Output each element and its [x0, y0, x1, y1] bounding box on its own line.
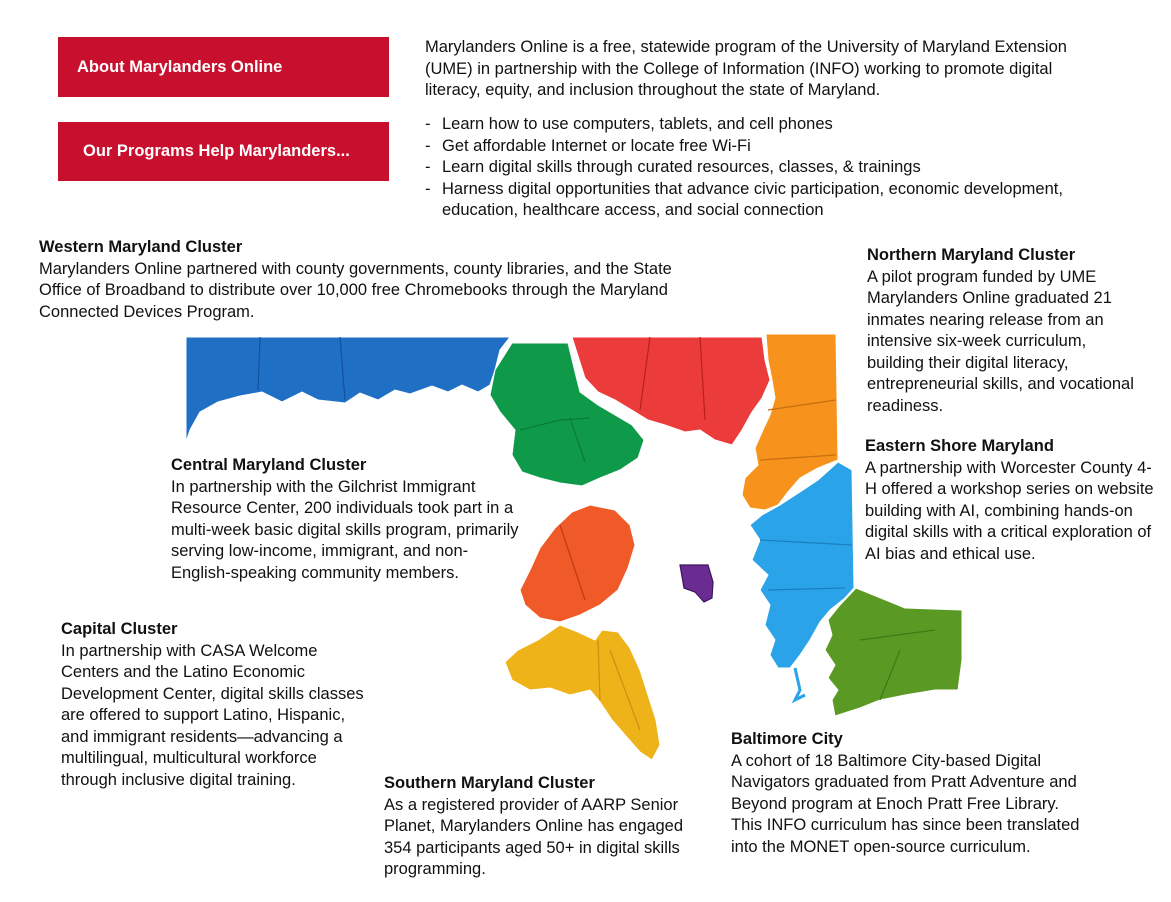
- central-cluster: [171, 455, 521, 584]
- northern-cluster: [867, 245, 1147, 417]
- cluster-title: Central Maryland Cluster: [171, 456, 367, 474]
- cluster-text: In partnership with CASA Welcome Centers and the Latino Economic Development Center, digital skills classes are offered to support Latino, Hispanic, and immigrant residents—advancing a multilingual, multicultural workforce through inclusive digital training.: [61, 641, 364, 789]
- baltimore-city-cluster: [731, 729, 1081, 858]
- list-item: - Learn digital skills through curated resources, classes, & trainings: [425, 157, 1105, 179]
- cluster-text: A cohort of 18 Baltimore City-based Digital Navigators graduated from Pratt Adventure and Beyond program at Enoch Pratt Free Library. This INFO curriculum has since been translated into the MONET open-source curriculum.: [731, 751, 1080, 856]
- bullet-marker: -: [425, 136, 431, 155]
- bullet-marker: -: [425, 158, 431, 176]
- cluster-text: A partnership with Worcester County 4-H offered a workshop series on website building with AI, combining hands-on digital skills with a critical exploration of AI bias and ethical use.: [865, 458, 1154, 563]
- southern-cluster: [384, 773, 709, 881]
- about-button[interactable]: About Marylanders Online: [58, 37, 389, 97]
- cluster-title: Northern Maryland Cluster: [867, 246, 1076, 264]
- island-outline: [795, 668, 805, 700]
- programs-button[interactable]: Our Programs Help Marylanders...: [58, 122, 389, 181]
- list-item: - Learn how to use computers, tablets, and cell phones: [425, 114, 1105, 136]
- cluster-text: As a registered provider of AARP Senior Planet, Marylanders Online has engaged 354 participants aged 50+ in digital skills programming.: [384, 795, 684, 878]
- list-item: - Harness digital opportunities that advance civic participation, economic development, education, healthcare access, and social connection: [425, 179, 1063, 219]
- cluster-title: Western Maryland Cluster: [39, 238, 243, 256]
- cluster-title: Capital Cluster: [61, 620, 178, 638]
- capital-cluster: [61, 619, 366, 791]
- western-maryland-region: [186, 337, 510, 442]
- lower-shore-region: [825, 588, 962, 716]
- eastern-shore-cluster: [865, 436, 1155, 565]
- capital-region: [520, 505, 635, 622]
- cluster-text: A pilot program funded by UME Marylanders Online graduated 21 inmates nearing release from an intensive six-week curriculum, building their digital literacy, entrepreneurial skills, and vocational readiness.: [867, 267, 1134, 415]
- southern-maryland-region: [505, 625, 660, 760]
- cluster-title: Eastern Shore Maryland: [865, 437, 1054, 455]
- cluster-text: In partnership with the Gilchrist Immigrant Resource Center, 200 individuals took part in a multi-week basic digital skills program, primarily serving low-income, immigrant, and non-English-speaking community members.: [171, 477, 519, 582]
- bullet-marker: -: [425, 179, 431, 198]
- cluster-text: Marylanders Online partnered with county governments, county libraries, and the State Office of Broadband to distribute over 10,000 free Chromebooks through the Maryland Connected Devices Program.: [39, 259, 672, 321]
- cluster-title: Southern Maryland Cluster: [384, 774, 595, 792]
- bullet-marker: -: [425, 115, 431, 133]
- western-cluster: [39, 237, 679, 323]
- baltimore-city-region: [680, 565, 713, 602]
- intro-text: Marylanders Online is a free, statewide program of the University of Maryland Extension (UME) in partnership with the College of Information (INFO) working to promote digital literacy, equity, and inclusion throughout the state of Maryland.: [425, 38, 1067, 99]
- list-item: - Get affordable Internet or locate free Wi-Fi: [425, 136, 1105, 158]
- cluster-title: Baltimore City: [731, 730, 843, 748]
